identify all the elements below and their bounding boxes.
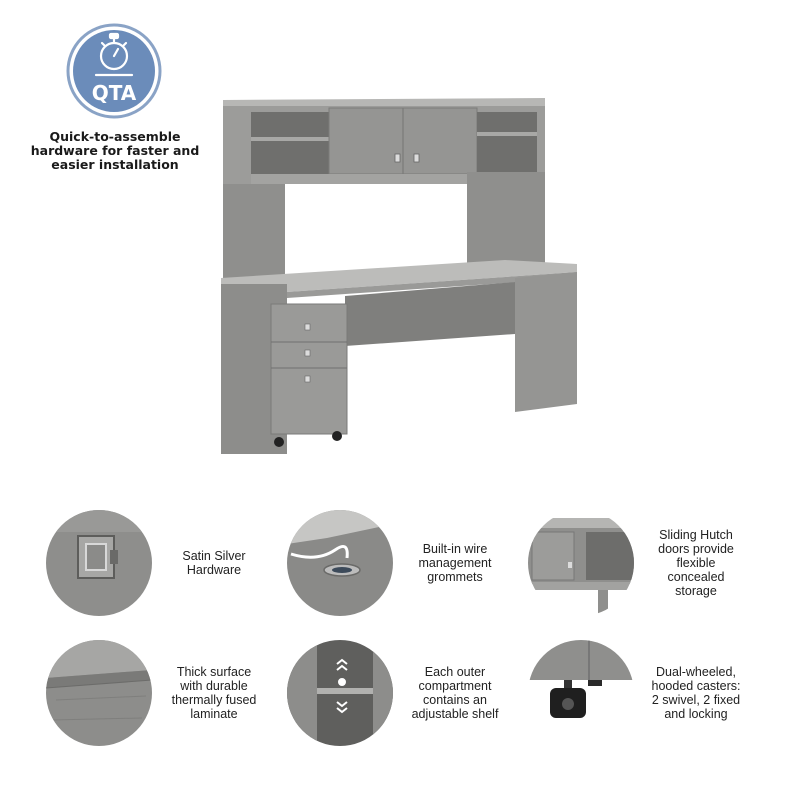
feature-line: with durable xyxy=(180,679,248,693)
feature-line: 2 swivel, 2 fixed xyxy=(651,693,741,707)
feature-text xyxy=(640,510,752,616)
feature-text xyxy=(399,510,511,616)
feature-line: Hardware xyxy=(186,563,242,577)
feature-hutch xyxy=(528,510,783,620)
feature-casters xyxy=(528,640,783,750)
feature-surface xyxy=(46,640,301,750)
feature-line: thermally fused xyxy=(171,693,257,707)
feature-line: Built-in wire xyxy=(422,542,488,556)
feature-line: grommets xyxy=(427,570,483,584)
qta-badge-text: QTA xyxy=(91,81,137,105)
feature-line: doors provide xyxy=(658,542,734,556)
feature-line: laminate xyxy=(190,707,238,721)
qta-badge xyxy=(66,23,162,119)
sliding-hutch-door-icon xyxy=(528,510,634,616)
feature-line: Satin Silver xyxy=(182,549,246,563)
feature-line: flexible xyxy=(676,556,716,570)
feature-line: Each outer xyxy=(424,665,486,679)
caster-wheel-icon xyxy=(528,640,634,746)
feature-line: management xyxy=(418,556,492,570)
feature-text xyxy=(640,640,752,746)
adjustable-shelf-icon xyxy=(287,640,393,746)
feature-shelf xyxy=(287,640,542,750)
feature-line: adjustable shelf xyxy=(411,707,499,721)
qta-caption-line: easier installation xyxy=(51,157,179,172)
feature-line: contains an xyxy=(423,693,487,707)
feature-grommets xyxy=(287,510,542,620)
product-image xyxy=(215,92,587,458)
qta-caption xyxy=(20,130,210,172)
feature-text xyxy=(158,640,270,746)
feature-line: Sliding Hutch xyxy=(659,528,733,542)
feature-line: storage xyxy=(675,584,717,598)
feature-text xyxy=(399,640,511,746)
wire-grommet-icon xyxy=(287,510,393,616)
laminate-surface-icon xyxy=(46,640,152,746)
feature-line: compartment xyxy=(418,679,492,693)
feature-line: concealed xyxy=(667,570,725,584)
feature-hardware xyxy=(46,510,301,620)
qta-caption-line: hardware for faster and xyxy=(30,143,200,158)
feature-line: and locking xyxy=(664,707,728,721)
feature-line: Thick surface xyxy=(176,665,252,679)
feature-line: hooded casters: xyxy=(651,679,741,693)
feature-line: Dual-wheeled, xyxy=(656,665,736,679)
satin-silver-pull-icon xyxy=(46,510,152,616)
qta-caption-line: Quick-to-assemble xyxy=(49,129,181,144)
feature-text xyxy=(158,510,270,616)
